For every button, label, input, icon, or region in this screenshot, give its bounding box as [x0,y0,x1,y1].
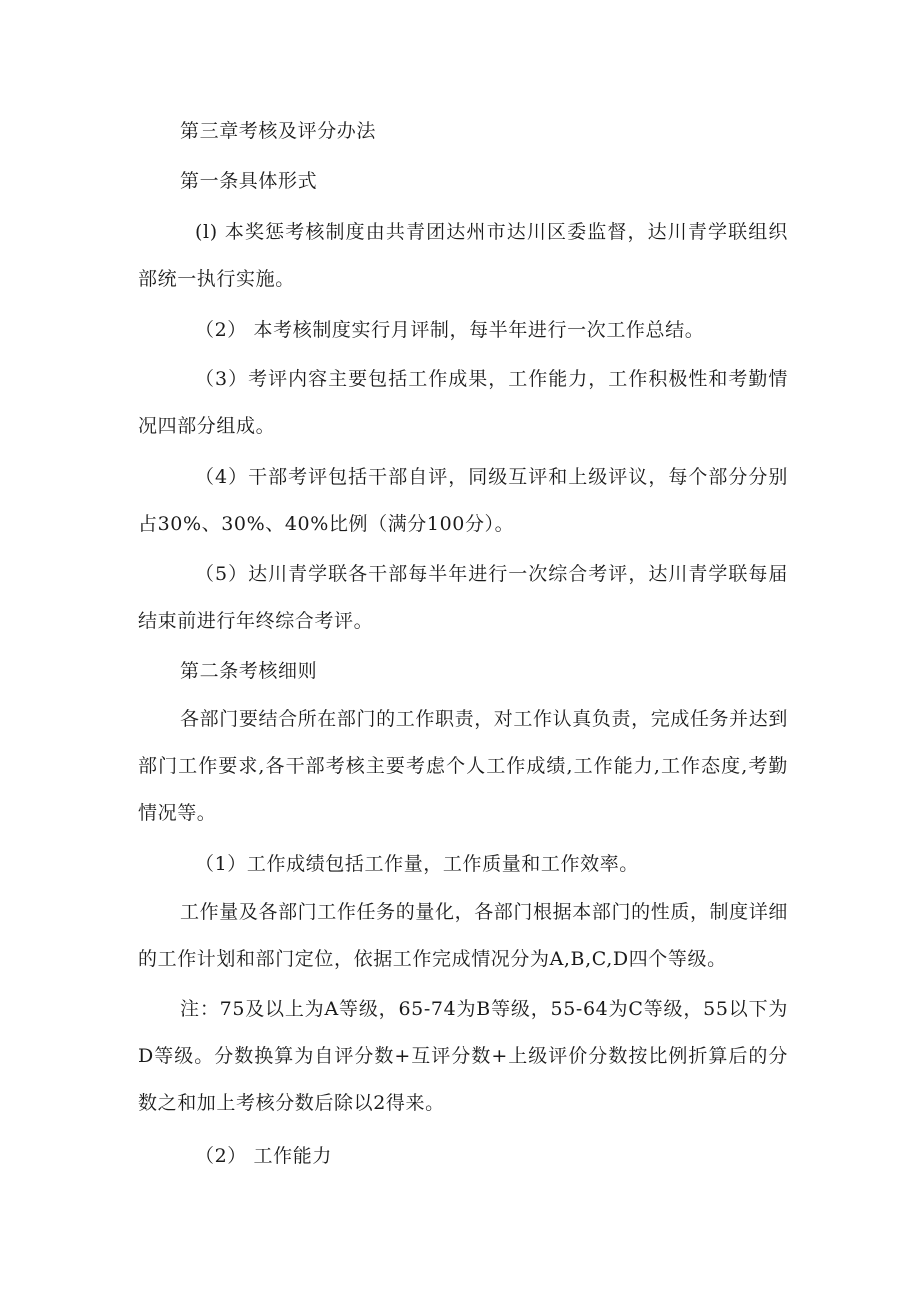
paragraph-1: (l) 本奖惩考核制度由共青团达州市达川区委监督，达川青学联组织部统一执行实施。 [138,221,788,290]
paragraph-8: 工作量及各部门工作任务的量化，各部门根据本部门的性质，制度详细的工作计划和部门定位，依据工作完成情况分为A,B,C,D四个等级。 [138,901,788,970]
paragraph-10: （2） 工作能力 [195,1145,332,1167]
article-heading-1: 第一条具体形式 [180,170,318,192]
paragraph-2: （2） 本考核制度实行月评制，每半年进行一次工作总结。 [195,319,705,341]
paragraph-7: （1）工作成绩包括工作量，工作质量和工作效率。 [195,853,639,875]
paragraph-5: （5）达川青学联各干部每半年进行一次综合考评，达川青学联每届结束前进行年终综合考评。 [138,563,788,632]
paragraph-4: （4）干部考评包括干部自评，同级互评和上级评议，每个部分分别占30%、30%、40%比例（满分100分）。 [138,466,788,535]
chapter-title: 第三章考核及评分办法 [180,120,377,142]
paragraph-6: 各部门要结合所在部门的工作职责，对工作认真负责，完成任务并达到部门工作要求,各干部考核主要考虑个人工作成绩,工作能力,工作态度,考勤情况等。 [138,708,788,824]
article-heading-2: 第二条考核细则 [180,660,318,682]
paragraph-9: 注：75及以上为A等级，65-74为B等级，55-64为C等级，55以下为D等级。分数换算为自评分数+互评分数+上级评价分数按比例折算后的分数之和加上考核分数后除以2得来。 [138,998,788,1114]
paragraph-3: （3）考评内容主要包括工作成果，工作能力，工作积极性和考勤情况四部分组成。 [138,368,788,437]
